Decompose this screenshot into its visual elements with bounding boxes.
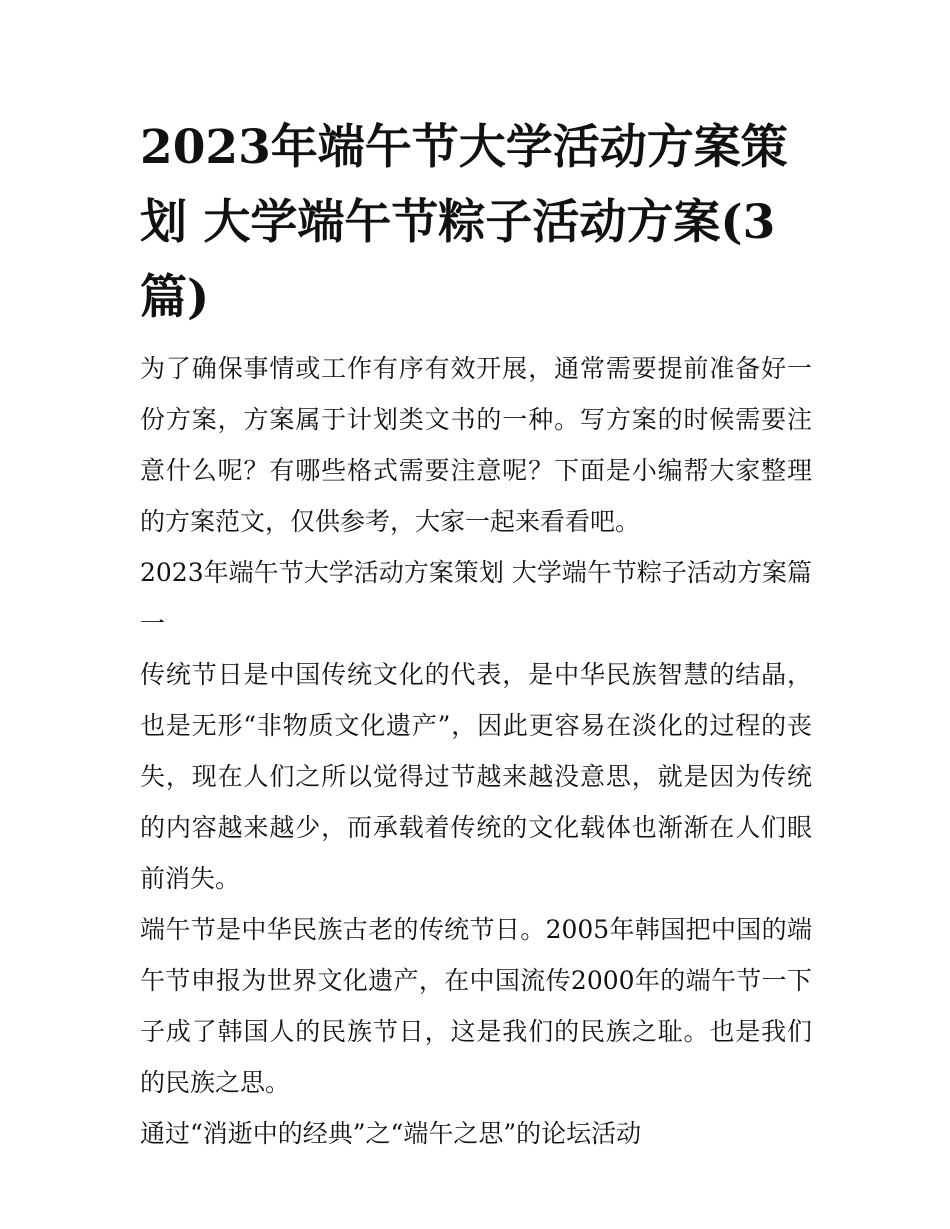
document-title: 2023年端午节大学活动方案策划 大学端午节粽子活动方案(3篇)	[140, 120, 788, 325]
body-paragraph: 端午节是中华民族古老的传统节日。2005年韩国把中国的端午节申报为世界文化遗产，在中国流传2000年的端午节一下子成了韩国人的民族节日，这是我们的民族之耻。也是我们的民族之思。	[140, 915, 812, 1097]
body-paragraph: 通过“消逝中的经典”之“端午之思”的论坛活动	[140, 1119, 642, 1148]
body-paragraph: 传统节日是中国传统文化的代表，是中华民族智慧的结晶，也是无形“非物质文化遗产”，因此更容易在淡化的过程的丧失，现在人们之所以觉得过节越来越没意思，就是因为传统的内容越来越少，而承载着传统的文化载体也渐渐在人们眼前消失。	[140, 660, 812, 893]
document-page	[140, 110, 812, 1159]
title-spacer	[140, 335, 812, 343]
intro-paragraph: 为了确保事情或工作有序有效开展，通常需要提前准备好一份方案，方案属于计划类文书的一种。写方案的时候需要注意什么呢？有哪些格式需要注意呢？下面是小编帮大家整理的方案范文，仅供参考，大家一起来看看吧。	[140, 354, 812, 536]
section-heading: 2023年端午节大学活动方案策划 大学端午节粽子活动方案篇一	[140, 558, 812, 638]
